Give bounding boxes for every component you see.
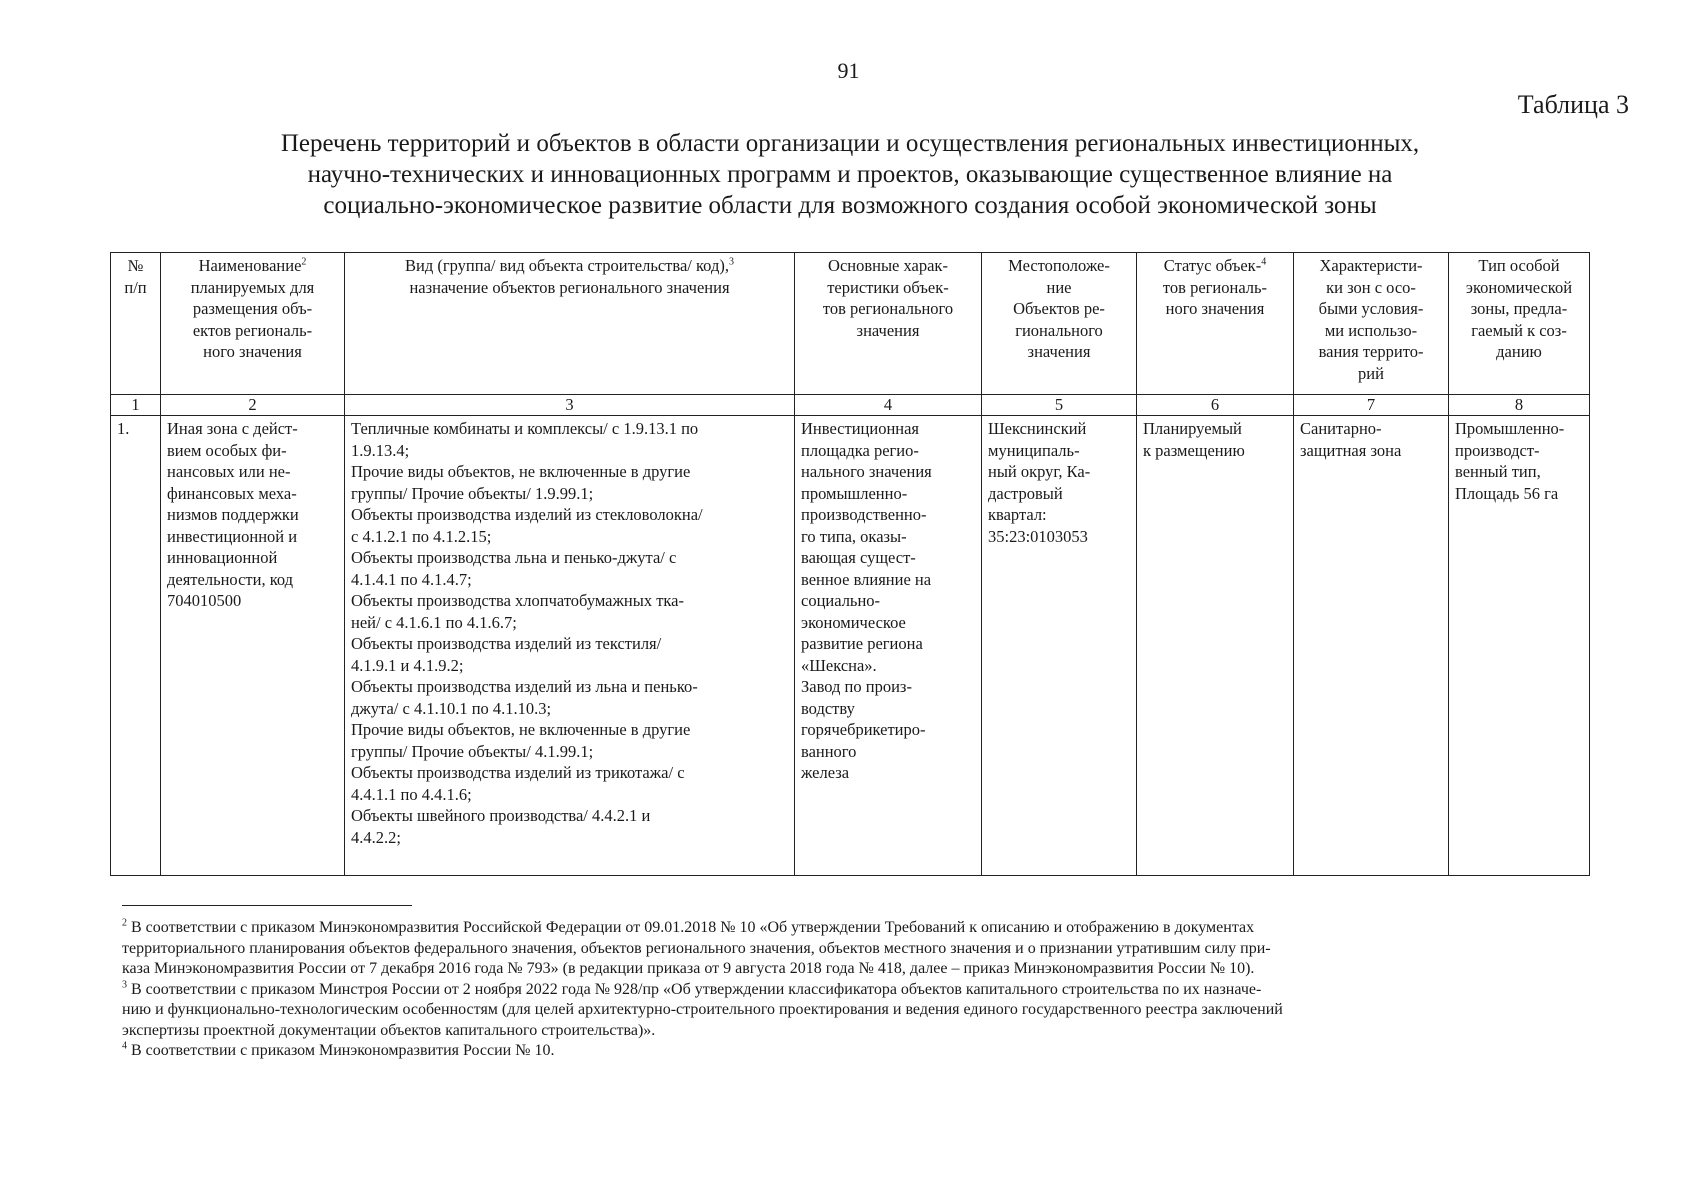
cell-text-line: Инвестиционная <box>801 419 920 438</box>
row-cell <box>1294 416 1449 876</box>
cell-text-line: тов региональ- <box>1162 277 1268 297</box>
objects-table <box>110 252 1590 876</box>
cell-text-line: теристики объек- <box>827 277 949 297</box>
cell-text-line: Тепличные комбинаты и комплексы/ с 1.9.13.1 по <box>351 419 699 438</box>
header-cell <box>1294 253 1449 395</box>
column-number: 3 <box>345 395 795 416</box>
page-number: 91 <box>837 58 860 83</box>
cell-text-line: «Шексна». <box>801 655 877 675</box>
cell-text-line: группы/ Прочие объекты/ 1.9.99.1; <box>351 483 594 503</box>
footnote-divider <box>122 905 412 906</box>
footnote-line <box>122 939 1592 960</box>
cell-text-line: низмов поддержки <box>167 505 299 524</box>
table-header-row <box>111 253 1590 395</box>
cell-text-line: значения <box>856 320 920 340</box>
cell-text-line: ного значения <box>203 342 302 361</box>
cell-text-line: Тип особой <box>1478 256 1560 275</box>
cell-text-line: Прочие виды объектов, не включенные в другие <box>351 462 691 481</box>
cell-text-line: экономической <box>1465 277 1573 297</box>
cell-text-line: Площадь 56 га <box>1455 483 1559 503</box>
cell-text-line: защитная зона <box>1300 440 1402 460</box>
table-label: Таблица 3 <box>1517 90 1629 119</box>
cell-text-line: Вид (группа/ вид объекта строительства/ код),$^3$ <box>405 256 734 275</box>
footnote <box>122 1041 1592 1062</box>
cell-text-line: п/п <box>124 277 147 297</box>
cell-text-line: Объекты производства изделий из льна и пенько- <box>351 677 698 696</box>
footnote-text: В соответствии с приказом Минэкономразвития России № 10. <box>131 1042 555 1059</box>
column-number: 4 <box>795 395 982 416</box>
cell-text-line: железа <box>801 763 850 782</box>
header-cell <box>1137 253 1294 395</box>
cell-text-line: планируемых для <box>190 277 315 297</box>
cell-text-line: водству <box>801 698 855 718</box>
cell-text-line: рий <box>1358 363 1384 383</box>
cell-text-line: Прочие виды объектов, не включенные в другие <box>351 720 691 739</box>
footnote-text: экспертизы проектной документации объектов капитального строительства)». <box>122 1021 656 1039</box>
cell-text-line: к размещению <box>1143 440 1245 460</box>
cell-text-line: социально- <box>801 591 881 610</box>
cell-text-line: деятельности, код <box>167 569 294 589</box>
row-cell <box>1449 416 1590 876</box>
header-cell <box>345 253 795 395</box>
header-cell <box>111 253 161 395</box>
header-cell <box>1449 253 1590 395</box>
cell-text-line: гионального <box>1015 320 1103 340</box>
header-cell <box>982 253 1137 395</box>
footnote-reference: 2 <box>301 256 307 268</box>
column-number-row <box>111 395 1590 416</box>
cell-text-line: нального значения <box>801 462 932 481</box>
row-cell <box>795 416 982 876</box>
cell-text-line: с 4.1.2.1 по 4.1.2.15; <box>351 526 492 546</box>
cell-text-line: Завод по произ- <box>801 677 912 696</box>
cell-text-line: 704010500 <box>167 591 242 610</box>
footnote-line <box>122 1021 1592 1042</box>
cell-text-line: Иная зона с дейст- <box>167 419 298 438</box>
cell-text-line: вающая сущест- <box>801 548 916 567</box>
title-line: Перечень территорий и объектов в области организации и осуществления региональных инвестиционных, <box>280 130 1420 157</box>
column-number: 5 <box>982 395 1137 416</box>
column-number: 7 <box>1294 395 1449 416</box>
column-number: 2 <box>161 395 345 416</box>
footnote-mark: 3 <box>122 979 127 991</box>
cell-text-line: назначение объектов регионального значения <box>409 277 730 297</box>
cell-text-line: Статус объек-$^4$ <box>1163 256 1267 275</box>
document-title <box>150 128 1550 221</box>
cell-text-line: го типа, оказы- <box>801 526 907 546</box>
cell-text-line: 35:23:0103053 <box>988 526 1088 546</box>
footnote-text: нию и функционально-технологическим особенностям (для целей архитектурно-строительного проектирования и ведения единого государственного реестра заключений <box>122 1001 1283 1018</box>
cell-text-line: экономическое <box>801 612 906 632</box>
cell-text-line: данию <box>1496 342 1542 361</box>
cell-text-line: джута/ с 4.1.10.1 по 4.1.10.3; <box>351 698 552 718</box>
cell-text-line: гаемый к соз- <box>1471 320 1567 340</box>
cell-text-line: инновационной <box>167 548 278 567</box>
cell-text-line: ки зон с осо- <box>1326 277 1416 297</box>
cell-text-line: 1.9.13.4; <box>351 440 410 460</box>
cell-text-line: ектов региональ- <box>192 320 313 340</box>
footnote <box>122 980 1592 1042</box>
column-number: 8 <box>1449 395 1590 416</box>
header-cell <box>161 253 345 395</box>
cell-text-line: финансовых меха- <box>167 483 297 503</box>
footnote-line <box>122 1041 1592 1062</box>
footnote-reference: 4 <box>1261 256 1267 268</box>
cell-text-line: Шекснинский <box>988 419 1087 438</box>
cell-text-line: ми использо- <box>1324 320 1418 340</box>
cell-text-line: значения <box>1027 342 1091 361</box>
row-cell <box>111 416 161 876</box>
cell-text-line: площадка регио- <box>801 440 919 460</box>
cell-text-line: горячебрикетиро- <box>801 720 926 739</box>
header-cell <box>795 253 982 395</box>
title-line: социально-экономическое развитие области для возможного создания особой экономической зоны <box>323 192 1377 219</box>
cell-text-line: группы/ Прочие объекты/ 4.1.99.1; <box>351 741 594 761</box>
footnote-mark: 4 <box>122 1040 127 1052</box>
cell-text-line: Наименование$^2$ <box>198 256 307 275</box>
cell-text-line: Объекты швейного производства/ 4.4.2.1 и <box>351 806 651 825</box>
cell-text-line: ный округ, Ка- <box>988 462 1091 481</box>
footnote-line <box>122 959 1592 980</box>
cell-text-line: Местоположе- <box>1008 256 1110 275</box>
cell-text-line: инвестиционной и <box>167 526 298 546</box>
cell-text-line: 4.1.9.1 и 4.1.9.2; <box>351 655 464 675</box>
cell-text-line: 4.4.2.2; <box>351 827 401 847</box>
cell-text-line: зоны, предла- <box>1470 299 1568 318</box>
cell-text-line: ней/ с 4.1.6.1 по 4.1.6.7; <box>351 612 517 632</box>
cell-text-line: производственно- <box>801 505 927 524</box>
cell-text-line: вием особых фи- <box>167 440 287 460</box>
cell-text-line: Санитарно- <box>1300 419 1382 438</box>
cell-text-line: Планируемый <box>1143 419 1242 438</box>
title-line: научно-технических и инновационных программ и проектов, оказывающие существенное влияние на <box>307 161 1393 188</box>
column-number: 1 <box>111 395 161 416</box>
cell-text-line: венное влияние на <box>801 569 932 589</box>
footnotes <box>122 918 1592 1062</box>
row-cell <box>345 416 795 876</box>
footnote-mark: 2 <box>122 917 127 929</box>
footnote <box>122 918 1592 980</box>
footnote-text: каза Минэкономразвития России от 7 декабря 2016 года № 793» (в редакции приказа от 9 августа 2018 года № 418, далее – приказ Минэкономразвития России № 10). <box>122 960 1255 977</box>
footnote-text: территориального планирования объектов федерального значения, объектов регионального значения, объектов местного значения и о признании утратившим силу при- <box>122 939 1271 957</box>
cell-text-line: промышленно- <box>801 483 908 503</box>
cell-text-line: Характеристи- <box>1319 256 1423 275</box>
row-cell <box>1137 416 1294 876</box>
footnote-text: В соответствии с приказом Минэкономразвития Российской Федерации от 09.01.2018 № 10 «Об утверждении Требований к описанию и отображению в документах <box>131 919 1255 936</box>
cell-text-line: венный тип, <box>1455 462 1541 481</box>
cell-text-line: квартал: <box>988 505 1047 524</box>
cell-text-line: муниципаль- <box>988 440 1080 460</box>
cell-text-line: Промышленно- <box>1455 419 1565 438</box>
cell-text-line: Объектов ре- <box>1013 299 1105 318</box>
row-cell <box>161 416 345 876</box>
cell-text-line: быми условия- <box>1318 299 1424 318</box>
footnote-line <box>122 918 1592 939</box>
cell-text-line: № <box>127 256 144 275</box>
footnote-line <box>122 1000 1592 1021</box>
footnote-reference: 3 <box>728 256 734 268</box>
cell-text-line: ние <box>1046 277 1072 297</box>
cell-text-line: нансовых или не- <box>167 462 291 481</box>
column-number: 6 <box>1137 395 1294 416</box>
cell-text-line: Объекты производства изделий из текстиля/ <box>351 634 662 653</box>
table-row <box>111 416 1590 876</box>
cell-text-line: ванного <box>801 741 857 761</box>
cell-text-line: 4.1.4.1 по 4.1.4.7; <box>351 569 472 589</box>
cell-text-line: ного значения <box>1165 299 1265 318</box>
footnote-text: В соответствии с приказом Минстроя России от 2 ноября 2022 года № 928/пр «Об утверждении классификатора объектов капитального строительства по их назначе- <box>131 980 1262 998</box>
cell-text-line: Объекты производства льна и пенько-джута/ с <box>351 548 677 567</box>
cell-text-line: вания террито- <box>1318 342 1424 361</box>
footnote-line <box>122 980 1592 1001</box>
cell-text-line: 1. <box>117 419 130 438</box>
cell-text-line: Основные харак- <box>828 256 948 275</box>
cell-text-line: дастровый <box>988 483 1063 503</box>
cell-text-line: Объекты производства изделий из трикотажа/ с <box>351 763 685 782</box>
cell-text-line: Объекты производства хлопчатобумажных тка- <box>351 591 684 610</box>
row-cell <box>982 416 1137 876</box>
cell-text-line: Объекты производства изделий из стекловолокна/ <box>351 505 703 524</box>
cell-text-line: 4.4.1.1 по 4.4.1.6; <box>351 784 472 804</box>
cell-text-line: размещения объ- <box>192 299 313 318</box>
cell-text-line: производст- <box>1455 440 1540 460</box>
cell-text-line: развитие региона <box>801 634 923 653</box>
cell-text-line: тов регионального <box>822 299 954 318</box>
